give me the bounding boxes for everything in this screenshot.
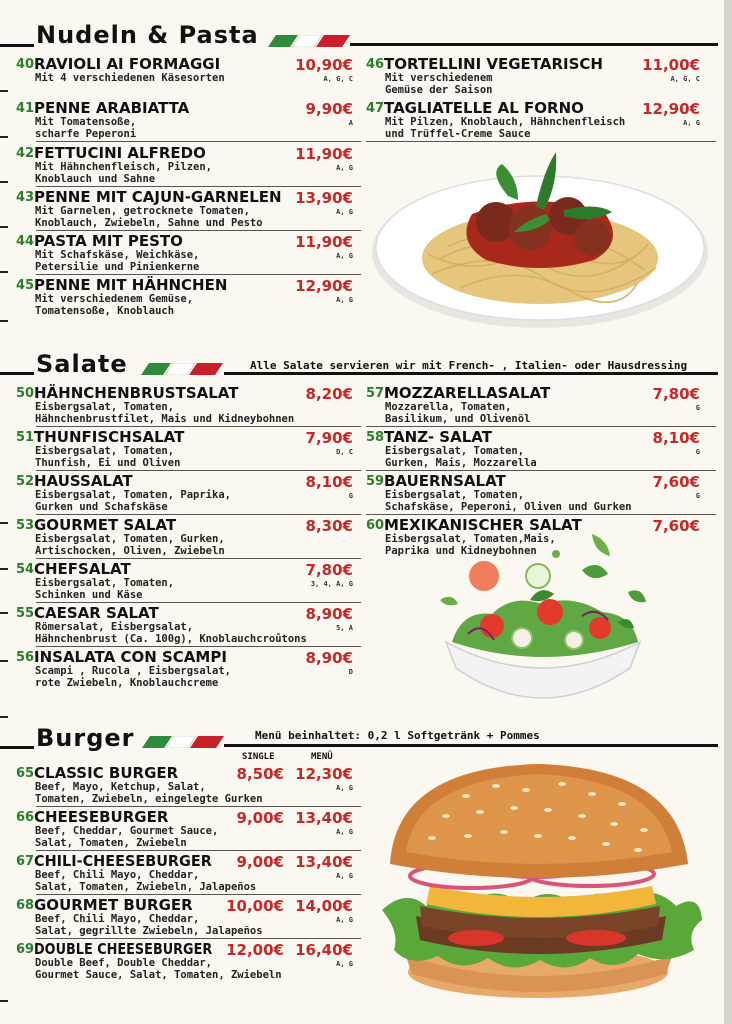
item-description: Mit Tomatensoße, scharfe Peperoni xyxy=(35,116,137,140)
section-title-salads: Salate xyxy=(36,350,128,378)
salad-bowl-image xyxy=(432,530,652,726)
item-description: Scampi , Rucola , Eisbergsalat, rote Zwiebeln, Knoblauchcreme xyxy=(35,665,231,689)
item-allergens: A, G xyxy=(336,960,353,968)
item-name: PENNE MIT CAJUN-GARNELEN xyxy=(34,188,282,206)
item-price: 8,20€ xyxy=(305,385,353,403)
italian-flag-icon xyxy=(268,35,350,47)
menu-item xyxy=(16,474,361,518)
item-price: 13,90€ xyxy=(295,189,353,207)
item-name: TORTELLINI VEGETARISCH xyxy=(384,55,603,73)
item-name: CHILI-CHEESEBURGER xyxy=(34,852,212,870)
item-allergens: 3, 4, A, G xyxy=(310,580,353,588)
item-price: 11,00€ xyxy=(642,56,700,74)
item-price: 7,80€ xyxy=(652,385,700,403)
item-name: THUNFISCHSALAT xyxy=(34,428,185,446)
item-price-menu: 14,00€ xyxy=(295,897,353,915)
item-name: PENNE MIT HÄHNCHEN xyxy=(34,276,228,294)
item-number: 41 xyxy=(16,101,35,116)
margin-tick xyxy=(0,612,8,614)
row-divider xyxy=(36,850,361,851)
item-name: FETTUCINI ALFREDO xyxy=(34,144,206,162)
item-price: 7,60€ xyxy=(652,473,700,491)
item-price: 12,90€ xyxy=(295,277,353,295)
section-title-pasta: Nudeln & Pasta xyxy=(36,21,259,49)
item-name: CHEESEBURGER xyxy=(34,808,169,826)
item-name: HÄHNCHENBRUSTSALAT xyxy=(34,384,239,402)
item-name: GOURMET BURGER xyxy=(34,896,193,914)
salad-dressing-note: Alle Salate servieren wir mit French- , Italien- oder Hausdressing xyxy=(250,359,688,372)
item-number: 57 xyxy=(366,386,385,401)
item-description: Eisbergsalat, Tomaten, Gurken, Mais, Mozzarella xyxy=(385,445,537,469)
item-number: 59 xyxy=(366,474,385,489)
item-description: Mit verschiedenem Gemüse, Tomatensoße, Knoblauch xyxy=(35,293,194,317)
item-name: PENNE ARABIATTA xyxy=(34,99,190,117)
item-price: 8,90€ xyxy=(305,649,353,667)
row-divider xyxy=(36,426,361,427)
item-allergens: D, C xyxy=(336,448,353,456)
item-description: Mozzarella, Tomaten, Basilikum, und Olivenöl xyxy=(385,401,531,425)
menu-item xyxy=(16,854,361,898)
item-price: 9,90€ xyxy=(305,100,353,118)
row-divider xyxy=(36,602,361,603)
item-number: 50 xyxy=(16,386,35,401)
item-allergens: A, G, C xyxy=(323,75,353,83)
section-dash xyxy=(0,44,34,47)
item-price-menu: 13,40€ xyxy=(295,853,353,871)
item-allergens: G xyxy=(348,492,353,500)
item-price-single: 10,00€ xyxy=(226,897,284,915)
menu-item xyxy=(16,234,361,278)
item-number: 46 xyxy=(366,57,385,72)
item-description: Mit Hähnchenfleisch, Pilzen, Knoblauch und Sahne xyxy=(35,161,213,185)
burger-image xyxy=(376,760,708,1010)
section-dash xyxy=(0,746,34,749)
menu-item xyxy=(16,190,361,234)
menu-item xyxy=(16,650,361,694)
item-number: 65 xyxy=(16,766,35,781)
menu-item xyxy=(16,146,361,190)
menu-item xyxy=(366,101,710,145)
item-price: 7,60€ xyxy=(652,517,700,535)
item-description: Mit Garnelen, getrocknete Tomaten, Knoblauch, Zwiebeln, Sahne und Pesto xyxy=(35,205,263,229)
item-description: Beef, Cheddar, Gourmet Sauce, Salat, Tomaten, Zwiebeln xyxy=(35,825,219,849)
item-price: 8,10€ xyxy=(652,429,700,447)
item-price-menu: 16,40€ xyxy=(295,941,353,959)
item-number: 56 xyxy=(16,650,35,665)
menu-item xyxy=(16,278,361,322)
menu-item xyxy=(16,430,361,474)
margin-tick xyxy=(0,568,8,570)
item-allergens: A, G xyxy=(336,784,353,792)
section-rule xyxy=(224,372,718,375)
item-description: Mit Schafskäse, Weichkäse, Petersilie und Pinienkerne xyxy=(35,249,200,273)
item-allergens: A, G xyxy=(336,872,353,880)
menu-item xyxy=(16,766,361,810)
item-price-menu: 13,40€ xyxy=(295,809,353,827)
row-divider xyxy=(366,470,716,471)
item-name: TANZ- SALAT xyxy=(384,428,492,446)
item-description: Römersalat, Eisbergsalat, Hähnchenbrust (Ca. 100g), Knoblauchcroûtons xyxy=(35,621,307,645)
burger-menu-note: Menü beinhaltet: 0,2 l Softgetränk + Pommes xyxy=(255,729,540,742)
italian-flag-icon xyxy=(141,363,223,375)
row-divider xyxy=(36,514,361,515)
row-divider xyxy=(36,938,361,939)
menu-item xyxy=(16,606,361,650)
item-name: PASTA MIT PESTO xyxy=(34,232,183,250)
item-allergens: G xyxy=(695,492,700,500)
menu-item xyxy=(366,57,710,101)
margin-tick xyxy=(0,716,8,718)
margin-tick xyxy=(0,181,8,183)
item-name: MOZZARELLASALAT xyxy=(384,384,551,402)
item-price-menu: 12,30€ xyxy=(295,765,353,783)
item-description: Eisbergsalat, Tomaten, Schinken und Käse xyxy=(35,577,175,601)
item-allergens: A, G xyxy=(336,916,353,924)
item-description: Eisbergsalat, Tomaten, Hähnchenbrustfilet, Mais und Kidneybohnen xyxy=(35,401,295,425)
item-price: 12,90€ xyxy=(642,100,700,118)
item-number: 53 xyxy=(16,518,35,533)
item-number: 43 xyxy=(16,190,35,205)
item-allergens: A, G xyxy=(336,252,353,260)
item-name: HAUSSALAT xyxy=(34,472,133,490)
item-allergens: D xyxy=(348,668,353,676)
item-description: Beef, Chili Mayo, Cheddar, Salat, Tomaten, Zwiebeln, Jalapeños xyxy=(35,869,257,893)
item-price: 7,90€ xyxy=(305,429,353,447)
item-price: 7,80€ xyxy=(305,561,353,579)
item-allergens: A, G xyxy=(683,119,700,127)
item-number: 45 xyxy=(16,278,35,293)
menu-item xyxy=(366,474,710,518)
item-number: 68 xyxy=(16,898,35,913)
item-number: 69 xyxy=(16,942,35,957)
item-number: 58 xyxy=(366,430,385,445)
item-description: Eisbergsalat, Tomaten,Mais, Paprika und Kidneybohnen xyxy=(385,533,556,557)
item-price-single: 12,00€ xyxy=(226,941,284,959)
menu-item xyxy=(366,386,710,430)
item-allergens: G xyxy=(695,448,700,456)
item-allergens: A, G xyxy=(336,296,353,304)
item-name: CLASSIC BURGER xyxy=(34,764,179,782)
menu-item xyxy=(366,430,710,474)
section-dash xyxy=(0,372,34,375)
item-number: 47 xyxy=(366,101,385,116)
row-divider xyxy=(36,141,361,142)
row-divider xyxy=(36,274,361,275)
item-number: 42 xyxy=(16,146,35,161)
item-price: 11,90€ xyxy=(295,233,353,251)
section-rule xyxy=(350,43,718,46)
item-price: 11,90€ xyxy=(295,145,353,163)
item-description: Eisbergsalat, Tomaten, Gurken, Artischocken, Oliven, Zwiebeln xyxy=(35,533,225,557)
section-rule xyxy=(224,744,718,747)
column-header-menu: MENÜ xyxy=(311,752,333,762)
item-description: Beef, Chili Mayo, Cheddar, Salat, gegrillte Zwiebeln, Jalapeños xyxy=(35,913,263,937)
row-divider xyxy=(36,470,361,471)
margin-tick xyxy=(0,522,8,524)
margin-tick xyxy=(0,90,8,92)
item-price: 8,90€ xyxy=(305,605,353,623)
item-number: 52 xyxy=(16,474,35,489)
item-price-single: 9,00€ xyxy=(236,853,284,871)
item-allergens: G xyxy=(695,404,700,412)
item-name: BAUERNSALAT xyxy=(384,472,506,490)
margin-tick xyxy=(0,226,8,228)
row-divider xyxy=(36,558,361,559)
margin-tick xyxy=(0,136,8,138)
item-number: 60 xyxy=(366,518,385,533)
row-divider xyxy=(366,514,716,515)
spaghetti-meatballs-image xyxy=(368,150,712,336)
menu-item xyxy=(16,942,361,986)
row-divider xyxy=(36,230,361,231)
menu-item xyxy=(16,810,361,854)
menu-item xyxy=(16,57,361,101)
item-description: Mit 4 verschiedenen Käsesorten xyxy=(35,72,225,84)
item-allergens: A xyxy=(348,119,353,127)
row-divider xyxy=(36,186,361,187)
item-name: CAESAR SALAT xyxy=(34,604,159,622)
item-description: Eisbergsalat, Tomaten, Paprika, Gurken und Schafskäse xyxy=(35,489,231,513)
item-number: 51 xyxy=(16,430,35,445)
item-number: 40 xyxy=(16,57,35,72)
row-divider xyxy=(36,894,361,895)
item-allergens: A, G xyxy=(336,828,353,836)
item-allergens: 5, A xyxy=(336,624,353,632)
menu-item xyxy=(16,898,361,942)
row-divider xyxy=(36,646,361,647)
item-allergens: A, G xyxy=(336,208,353,216)
margin-tick xyxy=(0,1000,8,1002)
item-price: 10,90€ xyxy=(295,56,353,74)
item-price-single: 9,00€ xyxy=(236,809,284,827)
item-price: 8,10€ xyxy=(305,473,353,491)
section-title-burger: Burger xyxy=(36,724,135,752)
item-description: Mit Pilzen, Knoblauch, Hähnchenfleisch und Trüffel-Creme Sauce xyxy=(385,116,626,140)
item-number: 66 xyxy=(16,810,35,825)
item-name: RAVIOLI AI FORMAGGI xyxy=(34,55,221,73)
margin-tick xyxy=(0,320,8,322)
item-number: 54 xyxy=(16,562,35,577)
menu-item xyxy=(16,386,361,430)
item-name: CHEFSALAT xyxy=(34,560,131,578)
item-description: Eisbergsalat, Tomaten, Thunfish, Ei und Oliven xyxy=(35,445,181,469)
margin-tick xyxy=(0,660,8,662)
item-description: Eisbergsalat, Tomaten, Schafskäse, Peperoni, Oliven und Gurken xyxy=(385,489,632,513)
item-price: 8,30€ xyxy=(305,517,353,535)
item-name: DOUBLE CHEESEBURGER xyxy=(34,940,213,958)
menu-item xyxy=(16,101,361,145)
item-allergens: A, G xyxy=(336,164,353,172)
menu-item xyxy=(16,518,361,562)
page-edge xyxy=(724,0,732,1024)
item-allergens: A, G, C xyxy=(670,75,700,83)
menu-item xyxy=(16,562,361,606)
item-name: MEXIKANISCHER SALAT xyxy=(384,516,582,534)
margin-tick xyxy=(0,271,8,273)
row-divider xyxy=(366,141,716,142)
row-divider xyxy=(36,806,361,807)
item-number: 44 xyxy=(16,234,35,249)
column-header-single: SINGLE xyxy=(242,752,275,762)
item-name: GOURMET SALAT xyxy=(34,516,177,534)
row-divider xyxy=(366,426,716,427)
item-price-single: 8,50€ xyxy=(236,765,284,783)
item-number: 67 xyxy=(16,854,35,869)
item-description: Mit verschiedenem Gemüse der Saison xyxy=(385,72,493,96)
italian-flag-icon xyxy=(142,736,224,748)
item-description: Beef, Mayo, Ketchup, Salat, Tomaten, Zwiebeln, eingelegte Gurken xyxy=(35,781,263,805)
item-number: 55 xyxy=(16,606,35,621)
item-description: Double Beef, Double Cheddar, Gourmet Sauce, Salat, Tomaten, Zwiebeln xyxy=(35,957,282,981)
item-name: INSALATA CON SCAMPI xyxy=(34,648,227,666)
item-name: TAGLIATELLE AL FORNO xyxy=(384,99,584,117)
